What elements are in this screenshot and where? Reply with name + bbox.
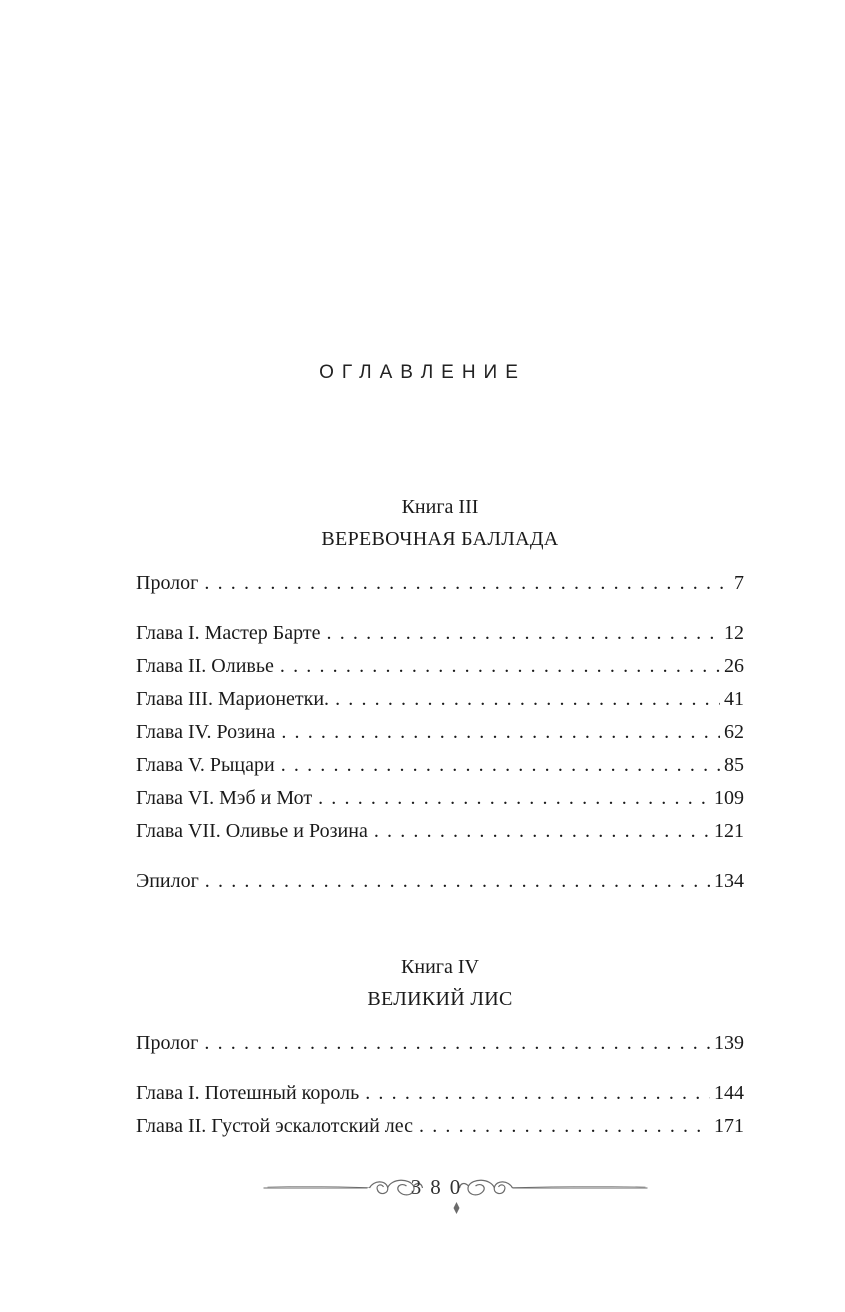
toc-entry-label: Глава VI. Мэб и Мот xyxy=(136,787,313,809)
toc-entry-label: Глава II. Оливье xyxy=(136,655,274,677)
toc-entry[interactable] xyxy=(136,1032,744,1058)
toc-entry-page: 171 xyxy=(714,1115,744,1137)
toc-entry[interactable] xyxy=(136,688,744,714)
toc-entry[interactable] xyxy=(136,787,744,813)
toc-leader-dots xyxy=(204,572,730,595)
toc-leader-dots xyxy=(335,688,720,711)
toc-entry[interactable] xyxy=(136,622,744,648)
toc-leader-dots xyxy=(280,655,720,678)
toc-entry[interactable] xyxy=(136,572,744,598)
toc-entry-label: Пролог xyxy=(136,572,199,594)
toc-leader-dots xyxy=(204,1032,710,1055)
toc-entry-page: 109 xyxy=(714,787,744,809)
toc-leader-dots xyxy=(318,787,710,810)
toc-entry-page: 144 xyxy=(714,1082,744,1104)
page-number: 380 xyxy=(410,1175,470,1199)
toc-entry[interactable] xyxy=(136,655,744,681)
book-label: Книга III xyxy=(401,496,479,518)
toc-leader-dots xyxy=(374,820,710,843)
toc-entry[interactable] xyxy=(136,1082,744,1108)
toc-entry-label: Глава III. Марионетки. xyxy=(136,688,330,710)
toc-entry[interactable] xyxy=(136,754,744,780)
toc-entry-label: Глава I. Потешный король xyxy=(136,1082,360,1104)
toc-leader-dots xyxy=(365,1082,710,1105)
toc-entry-label: Пролог xyxy=(136,1032,199,1054)
toc-entry-page: 12 xyxy=(724,622,744,644)
toc-entry-label: Глава VII. Оливье и Розина xyxy=(136,820,368,842)
toc-leader-dots xyxy=(205,870,710,893)
toc-leader-dots xyxy=(281,721,720,744)
toc-entry-label: Глава IV. Розина xyxy=(136,721,276,743)
book-title: ВЕЛИКИЙ ЛИС xyxy=(367,988,513,1010)
toc-entry-label: Глава V. Рыцари xyxy=(136,754,275,776)
toc-leader-dots xyxy=(419,1115,710,1138)
toc-leader-dots xyxy=(281,754,720,777)
toc-entry-page: 139 xyxy=(714,1032,744,1054)
toc-entry-page: 41 xyxy=(724,688,744,710)
toc-entry-page: 85 xyxy=(724,754,744,776)
toc-entry[interactable] xyxy=(136,820,744,846)
toc-entry-label: Эпилог xyxy=(136,870,199,892)
toc-entry-page: 121 xyxy=(714,820,744,842)
toc-entry[interactable] xyxy=(136,721,744,747)
toc-entry-page: 26 xyxy=(724,655,744,677)
toc-leader-dots xyxy=(327,622,720,645)
book-label: Книга IV xyxy=(401,956,479,978)
toc-entry[interactable] xyxy=(136,1115,744,1141)
toc-entry[interactable] xyxy=(136,870,744,896)
toc-entry-page: 62 xyxy=(724,721,744,743)
toc-entry-label: Глава I. Мастер Барте xyxy=(136,622,321,644)
toc-entry-label: Глава II. Густой эскалотский лес xyxy=(136,1115,414,1137)
toc-entry-page: 134 xyxy=(714,870,744,892)
page-title: ОГЛАВЛЕНИЕ xyxy=(319,362,526,383)
book-title: ВЕРЕВОЧНАЯ БАЛЛАДА xyxy=(321,528,559,550)
toc-entry-page: 7 xyxy=(734,572,744,594)
